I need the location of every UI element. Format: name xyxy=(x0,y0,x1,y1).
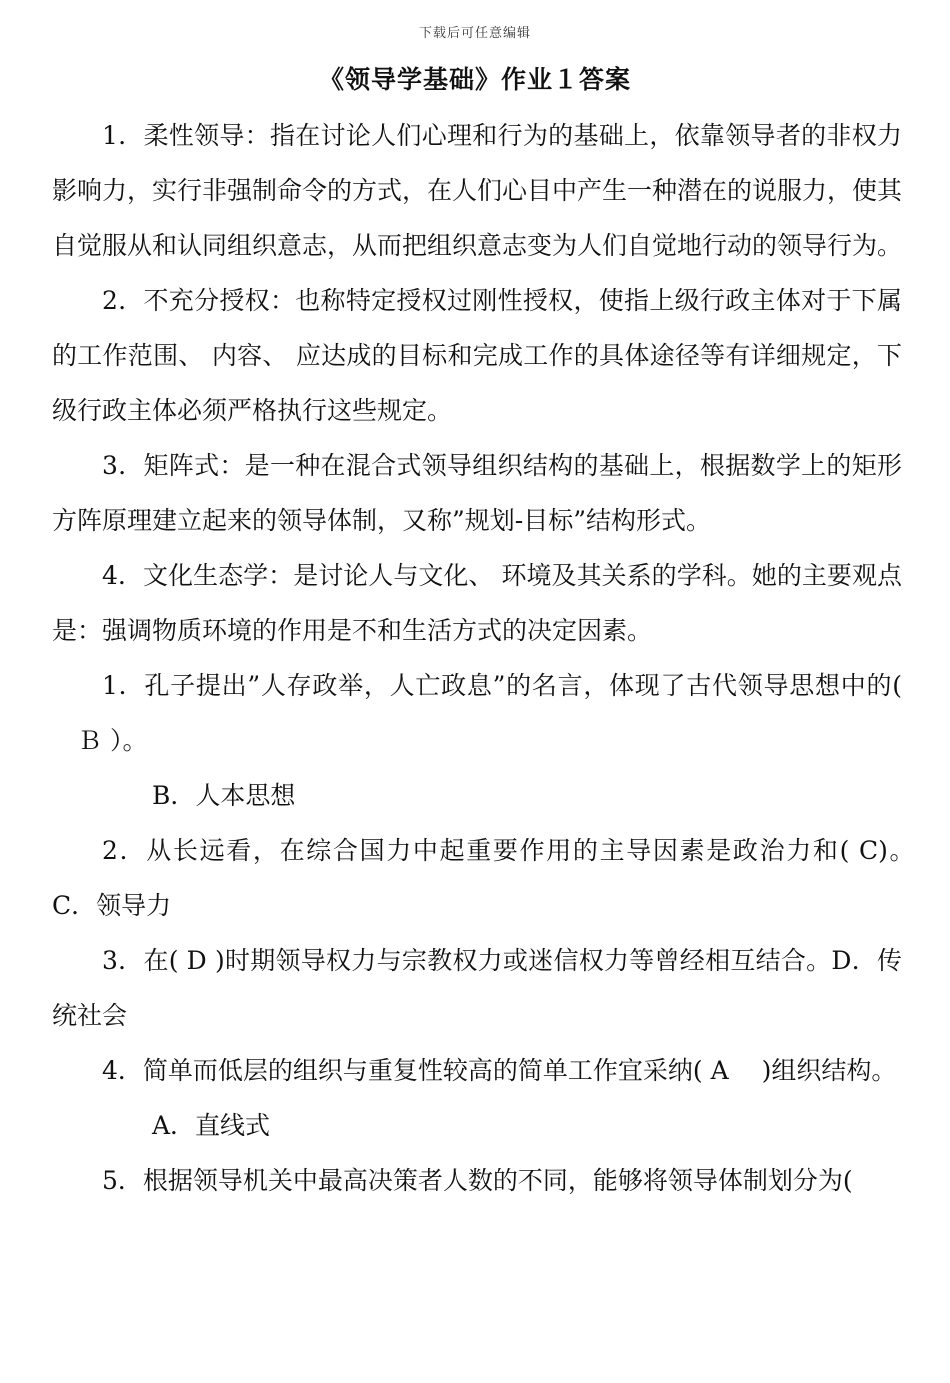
definition-paragraph: 2．不充分授权：也称特定授权过刚性授权，使指上级行政主体对于下属的工作范围、 内容、 应达成的目标和完成工作的具体途径等有详细规定，下级行政主体必须严格执行这些规定。 xyxy=(52,286,902,425)
definition-paragraph: 1．柔性领导：指在讨论人们心理和行为的基础上，依靠领导者的非权力影响力，实行非强制命令的方式，在人们心目中产生一种潜在的说服力，使其自觉服从和认同组织意志，从而把组织意志变为人们自觉地行动的领导行为。 xyxy=(52,121,903,260)
question-paragraph: 5．根据领导机关中最高决策者人数的不同，能够将领导体制划分为( xyxy=(102,1166,853,1195)
definition-paragraph: 4．文化生态学：是讨论人与文化、 环境及其关系的学科。她的主要观点是：强调物质环境的作用是不和生活方式的决定因素。 xyxy=(52,561,902,645)
document-title: 《领导学基础》作业１答案 xyxy=(318,65,631,94)
question-paragraph: 2．从长远看，在综合国力中起重要作用的主导因素是政治力和( C)。 C．领导力 xyxy=(52,836,928,920)
question-paragraph: 4．简单而低层的组织与重复性较高的简单工作宜采纳( A )组织结构。 xyxy=(102,1056,897,1085)
answer-line: A．直线式 xyxy=(152,1111,271,1140)
document-body xyxy=(52,108,928,1208)
header-note: 下载后可任意编辑 xyxy=(418,26,531,41)
question-paragraph: 3．在( D )时期领导权力与宗教权力或迷信权力等曾经相互结合。D．传统社会 xyxy=(52,946,902,1030)
answer-line: B．人本思想 xyxy=(152,781,296,810)
definition-paragraph: 3．矩阵式：是一种在混合式领导组织结构的基础上，根据数学上的矩形方阵原理建立起来的领导体制，又称”规划-目标”结构形式。 xyxy=(52,451,902,535)
question-paragraph: 1．孔子提出”人存政举，人亡政息”的名言，体现了古代领导思想中的( Ｂ ）。 xyxy=(52,671,902,755)
